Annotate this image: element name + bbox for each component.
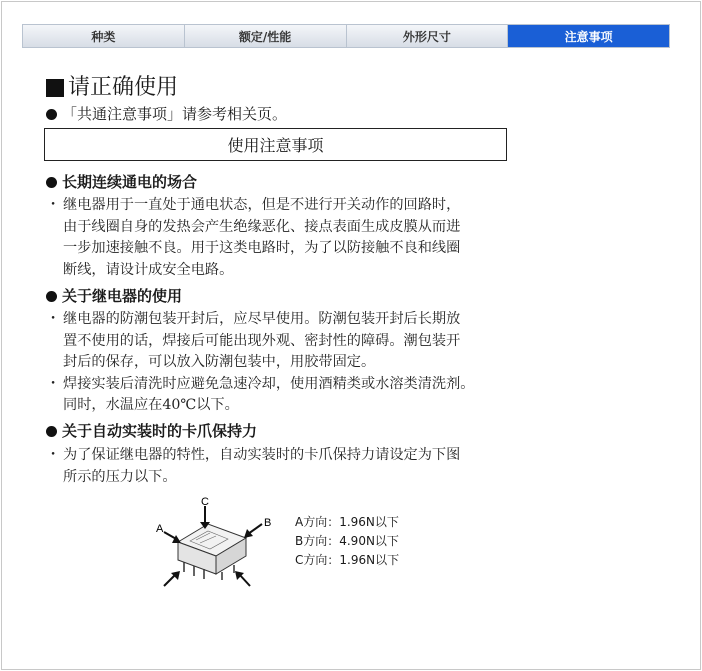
section-title: 长期连续通电的场合	[62, 173, 198, 191]
paragraph-line: 封后的保存，可以放入防潮包装中，用胶带固定。	[63, 354, 376, 370]
reference-note-text: 「共通注意事项」请参考相关页。	[62, 105, 288, 123]
paragraph-line: 由于线圈自身的发热会产生绝缘恶化、接点表面生成皮膜从而进	[63, 218, 461, 235]
bullet-dot-icon	[46, 109, 57, 120]
force-c: C方向：1.96N以下	[295, 553, 400, 567]
section-title: 关于自动实装时的卡爪保持力	[62, 422, 258, 440]
paragraph-line: ・ 继电器用于一直处于通电状态，但是不进行开关动作的回路时，	[46, 197, 461, 213]
paragraph-line: 置不使用的话，焊接后可能出现外观、密封性的障碍。潮包装开	[63, 332, 461, 349]
label-a: A	[156, 523, 164, 535]
tab-ratings[interactable]: 额定/性能	[185, 25, 347, 47]
paragraph-line: 同时，水温应在40℃以下。	[63, 397, 239, 413]
relay-illustration	[150, 494, 290, 594]
paragraph-line: 断线，请设计成安全电路。	[63, 261, 234, 278]
tab-types[interactable]: 种类	[23, 25, 185, 47]
force-list	[295, 513, 399, 570]
section-paragraph	[46, 195, 532, 281]
section-paragraph	[46, 309, 532, 417]
tab-dimensions[interactable]: 外形尺寸	[347, 25, 509, 47]
paragraph-line: ・ 继电器的防潮包装开封后，应尽早使用。防潮包装开封后长期放	[46, 311, 461, 327]
paragraph-line: ・ 焊接实装后清洗时应避免急速冷却，使用酒精类或水溶类清洗剂。	[46, 375, 475, 392]
box-title: 使用注意事项	[44, 128, 507, 161]
paragraph-line: 所示的压力以下。	[63, 468, 177, 485]
relay-diagram	[150, 494, 290, 594]
force-a: A方向：1.96N以下	[295, 515, 399, 529]
section-paragraph	[46, 445, 532, 488]
page-heading	[46, 74, 178, 102]
section-title: 关于继电器的使用	[62, 287, 183, 305]
label-b: B	[264, 517, 272, 529]
tab-bar	[22, 24, 670, 48]
reference-note	[46, 103, 287, 125]
square-bullet-icon	[46, 79, 64, 97]
paragraph-line: ・ 为了保证继电器的特性，自动实装时的卡爪保持力请设定为下图	[46, 447, 461, 463]
bullet-dot-icon	[46, 291, 57, 302]
section-heading	[46, 421, 257, 441]
bullet-dot-icon	[46, 177, 57, 188]
page-heading-text: 请正确使用	[68, 75, 179, 100]
force-b: B方向：4.90N以下	[295, 534, 399, 548]
section-heading	[46, 286, 182, 306]
paragraph-line: 一步加速接触不良。用于这类电路时，为了以防接触不良和线圈	[63, 240, 461, 256]
tab-precautions[interactable]: 注意事项	[508, 25, 669, 47]
section-heading	[46, 172, 197, 192]
label-c: C	[201, 496, 209, 508]
bullet-dot-icon	[46, 426, 57, 437]
